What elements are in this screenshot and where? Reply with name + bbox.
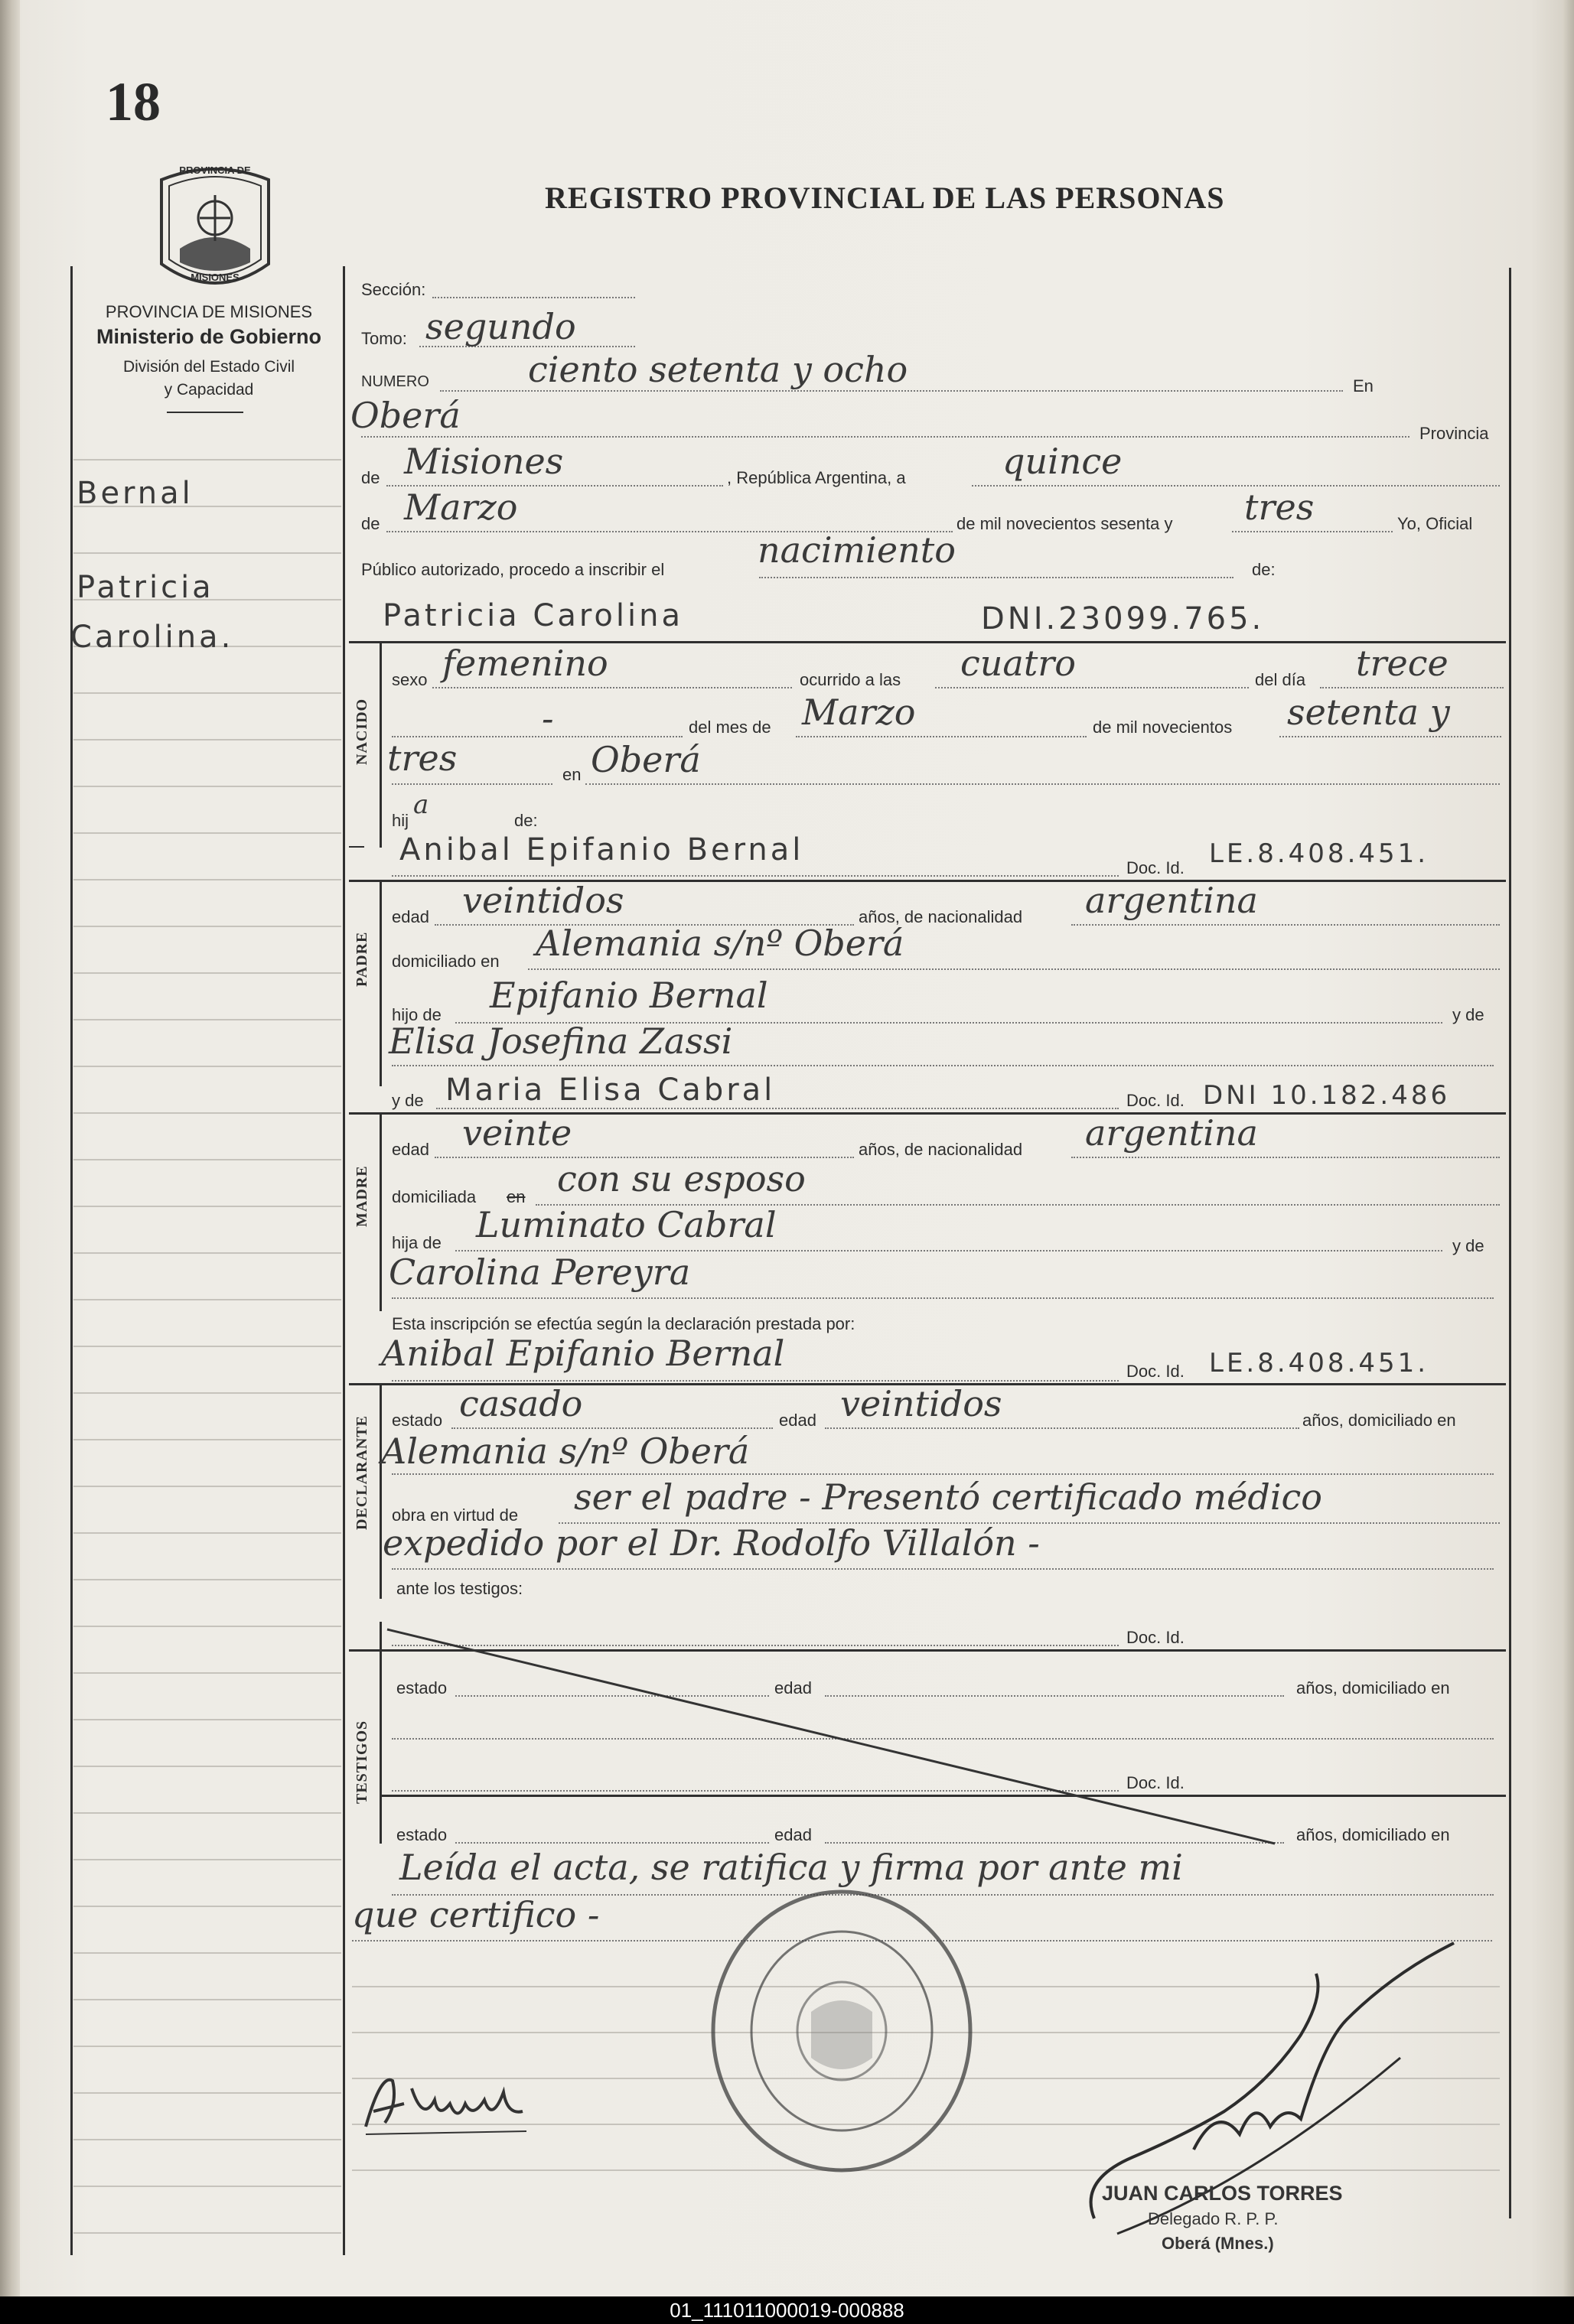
decl-obra2-line [392, 1568, 1494, 1570]
ante-label: ante los testigos: [396, 1579, 523, 1598]
section-testigos: TESTIGOS [354, 1720, 370, 1804]
section-madre: MADRE [354, 1165, 370, 1227]
madre-nac-line [1071, 1157, 1500, 1158]
decl-obra-label: obra en virtud de [392, 1505, 519, 1525]
padre-edad-value: veintidos [462, 880, 624, 921]
mes-value: Marzo [404, 487, 518, 528]
en-label-2: en [562, 765, 582, 784]
yo-oficial-label: Yo, Oficial [1397, 514, 1473, 533]
lugar-line [361, 436, 1409, 438]
margin-rule-line [73, 2046, 341, 2047]
decl-inner-rule [380, 1383, 382, 1599]
agency-division: División del Estado Civil [122, 358, 295, 376]
hijo-tick [349, 846, 364, 848]
decl-doc-value: LE.8.408.451. [1209, 1348, 1429, 1378]
margin-rule-line [73, 926, 341, 927]
margin-rule-line [73, 1952, 341, 1954]
mes-nac-value: Marzo [802, 692, 916, 733]
cancel-diagonal [380, 1622, 1282, 1851]
section-padre: PADRE [354, 931, 370, 987]
margin-rule-line [73, 1346, 341, 1347]
madre-dom-value: con su esposo [557, 1158, 806, 1199]
seccion-line [432, 297, 635, 298]
lugar-nac-value: Oberá [591, 739, 701, 780]
margin-given-1: Patricia [77, 570, 214, 605]
testigo1-estado-label: estado [396, 1678, 448, 1697]
testigo2-doc-label: Doc. Id. [1126, 1773, 1185, 1792]
decl-estado-line [451, 1427, 773, 1429]
margin-given-2: Carolina. [70, 620, 234, 655]
margin-rule-line [73, 739, 341, 740]
emblem-text-bottom: MISIONES [191, 272, 240, 283]
madre-edad-label: edad [392, 1140, 429, 1159]
page-edge [1563, 0, 1574, 2296]
margin-rule-line [73, 2139, 341, 2140]
testigo1-edad-label: edad [774, 1678, 812, 1697]
padre-doc-value: LE.8.408.451. [1209, 838, 1429, 869]
dash-value: - [542, 698, 554, 739]
margin-rule-line [73, 1859, 341, 1860]
anio-nac-line [1279, 736, 1501, 737]
de-colon-label: de: [1252, 560, 1276, 579]
decl-nombre: Anibal Epifanio Bernal [381, 1333, 785, 1374]
center-rule [343, 266, 345, 2255]
decl-edad-line [825, 1427, 1299, 1429]
provincia-value: Misiones [404, 441, 564, 482]
de-label-2: de [361, 514, 380, 533]
padre-hijo-de-label: hijo de [392, 1005, 442, 1024]
margin-rule-line [73, 1672, 341, 1674]
decl-estado-label: estado [392, 1411, 443, 1430]
margin-rule-line [73, 879, 341, 880]
official-stamp [704, 1882, 979, 2180]
sexo-line [432, 687, 792, 688]
padre-y-de-label: y de [1452, 1005, 1484, 1024]
margin-rule-line [73, 1439, 341, 1440]
padre-nombre: Anibal Epifanio Bernal [399, 832, 804, 867]
testigo2-edad-label: edad [774, 1825, 812, 1844]
book-binding [0, 0, 20, 2296]
margin-rule-line [73, 1999, 341, 2000]
mes-nac-line [796, 736, 1087, 737]
tomo-label: Tomo: [361, 329, 407, 348]
anio-value: tres [1244, 487, 1315, 528]
margin-rule-line [73, 1719, 341, 1720]
padre-inner-rule [380, 880, 382, 1086]
decl-doc-label: Doc. Id. [1126, 1362, 1185, 1381]
republica-label: , República Argentina, a [727, 468, 906, 487]
margin-rule-line [73, 786, 341, 787]
dia-nac-line [1320, 687, 1504, 688]
decl-anos-dom-label: años, domiciliado en [1302, 1411, 1456, 1430]
dni-value: DNI.23099.765. [981, 601, 1265, 636]
nombre-value: Patricia Carolina [383, 598, 683, 633]
tomo-value: segundo [425, 306, 576, 347]
padre-nombre-line [392, 875, 1119, 877]
register-title: REGISTRO PROVINCIAL DE LAS PERSONAS [545, 181, 1225, 215]
madre-hija-de-value: Luminato Cabral [476, 1204, 777, 1245]
dia-line [972, 485, 1500, 487]
padre-hijo-de2-line [392, 1065, 1494, 1066]
margin-rule-line [73, 2092, 341, 2094]
lugar-nac-line [585, 783, 1500, 785]
nacido-inner-rule [380, 641, 382, 848]
image-id-footer: 01_111011000019-000888 [0, 2296, 1574, 2324]
acto-value: nacimiento [758, 529, 956, 571]
madre-doc-value: DNI 10.182.486 [1203, 1080, 1451, 1111]
madre-nac-value: argentina [1085, 1112, 1258, 1154]
margin-rule-line [73, 1252, 341, 1254]
madre-nombre-line [436, 1108, 1119, 1109]
margin-rule-line [73, 1206, 341, 1207]
margin-rule-line [73, 1812, 341, 1814]
madre-y-de-label: y de [392, 1091, 424, 1110]
madre-inner-rule [380, 1112, 382, 1311]
decl-edad-value: veintidos [840, 1383, 1002, 1424]
padre-dom-label: domiciliado en [392, 952, 500, 971]
margin-surname: Bernal [77, 476, 194, 511]
margin-rule-line [73, 1299, 341, 1300]
padre-nac-value: argentina [1085, 880, 1258, 921]
decl-edad-label: edad [779, 1411, 816, 1430]
padre-dom-line [528, 968, 1500, 970]
margin-rule-line [73, 1392, 341, 1394]
testigo2-estado-label: estado [396, 1825, 448, 1844]
hora-line [935, 687, 1249, 688]
cierre-value: Leída el acta, se ratifica y firma por ante mi [399, 1847, 1183, 1888]
margin-rule-line [73, 972, 341, 974]
right-rule [1509, 268, 1511, 2218]
decl-obra-value: ser el padre - Presentó certificado médico [574, 1476, 1322, 1518]
numero-value: ciento setenta y ocho [528, 349, 908, 390]
hijo-label: hij [392, 811, 409, 830]
dia-nac-value: trece [1356, 643, 1449, 684]
agency-capacity: y Capacidad [164, 381, 254, 399]
margin-rule-line [73, 2232, 341, 2234]
del-dia-label: del día [1255, 670, 1306, 689]
agency-underline [167, 412, 243, 413]
margin-rule-line [73, 1532, 341, 1534]
testigo1-doc-label: Doc. Id. [1126, 1628, 1185, 1647]
decl-estado-value: casado [459, 1383, 583, 1424]
left-margin-rule [70, 266, 73, 2255]
dia-value: quince [1002, 441, 1123, 482]
padre-edad-label: edad [392, 907, 429, 926]
sexo-value: femenino [442, 643, 608, 684]
madre-nombre: Maria Elisa Cabral [445, 1072, 776, 1108]
padre-anos-nac-label: años, de nacionalidad [859, 907, 1023, 926]
numero-line [440, 390, 1343, 392]
padre-hijo-de2-value: Elisa Josefina Zassi [389, 1020, 733, 1062]
decl-obra2-value: expedido por el Dr. Rodolfo Villalón - [383, 1522, 1040, 1564]
testigo2-anos-dom-label: años, domiciliado en [1296, 1825, 1450, 1844]
padre-doc-label: Doc. Id. [1126, 858, 1185, 877]
margin-rule-line [73, 1159, 341, 1160]
hora-value: cuatro [960, 643, 1076, 684]
madre-y-de-label-2: y de [1452, 1236, 1484, 1255]
margin-rule-line [73, 1906, 341, 1907]
hijo-suffix: a [413, 789, 429, 820]
margin-rule-line [73, 692, 341, 694]
agency-province: PROVINCIA DE MISIONES [105, 302, 313, 321]
seccion-label: Sección: [361, 280, 426, 299]
agency-ministry: Ministerio de Gobierno [96, 325, 322, 348]
ocurrido-label: ocurrido a las [800, 670, 901, 689]
publico-label: Público autorizado, procedo a inscribir el [361, 560, 665, 579]
de-label-1: de [361, 468, 380, 487]
provincia-label: Provincia [1419, 424, 1489, 443]
padre-dom-value: Alemania s/nº Oberá [536, 923, 904, 964]
numero-label: NUMERO [361, 373, 429, 390]
margin-rule-line [73, 1066, 341, 1067]
margin-rule-line [73, 459, 341, 461]
de-mil-label: de mil novecientos sesenta y [956, 514, 1173, 533]
decl-nombre-line [392, 1380, 1119, 1382]
anio-nac-value: setenta y [1287, 692, 1450, 733]
padre-nac-line [1071, 924, 1500, 926]
madre-anos-nac-label: años, de nacionalidad [859, 1140, 1023, 1159]
en-label: En [1353, 376, 1374, 395]
decl-dom-value: Alemania s/nº Oberá [381, 1431, 750, 1472]
margin-rule-line [73, 552, 341, 554]
official-name: JUAN CARLOS TORRES [1102, 2182, 1343, 2205]
declarant-signature-text [459, 2134, 494, 2145]
margin-rule-line [73, 1579, 341, 1580]
sexo-label: sexo [392, 670, 428, 689]
emblem-text-top: PROVINCIA DE [179, 164, 251, 176]
margin-rule-line [73, 832, 341, 834]
decl-dom-line [392, 1473, 1494, 1475]
official-place: Oberá (Mnes.) [1162, 2234, 1274, 2253]
de-mil2-label: de mil novecientos [1093, 718, 1233, 737]
madre-dom-struck: en [507, 1187, 526, 1206]
madre-doc-label: Doc. Id. [1126, 1091, 1185, 1110]
madre-hija-de2-value: Carolina Pereyra [389, 1252, 691, 1293]
margin-rule-line [73, 1112, 341, 1114]
del-mes-label: del mes de [689, 718, 771, 737]
madre-hija-de2-line [392, 1297, 1494, 1299]
madre-dom-label: domiciliada [392, 1187, 477, 1206]
declarant-signature [350, 2058, 549, 2150]
margin-rule-line [73, 1486, 341, 1487]
margin-rule-line [73, 2186, 341, 2187]
padre-hijo-de-value: Epifanio Bernal [490, 975, 768, 1016]
margin-rule-line [73, 1019, 341, 1020]
cierre2-value: que certifico - [352, 1894, 600, 1935]
madre-edad-value: veinte [462, 1112, 572, 1154]
margin-rule-line [73, 1766, 341, 1767]
inscripcion-label: Esta inscripción se efectúa según la declaración prestada por: [392, 1314, 855, 1333]
margin-rule-line [73, 1626, 341, 1627]
page-number: 18 [106, 71, 161, 132]
anio-line [1232, 531, 1393, 532]
anio-nac-line-2 [392, 783, 552, 785]
de2-label: de: [514, 811, 538, 830]
lugar-value: Oberá [350, 395, 461, 436]
anio-nac-value-2: tres [387, 737, 458, 779]
acto-line [759, 577, 1233, 578]
madre-hija-de-label: hija de [392, 1233, 442, 1252]
section-nacido: NACIDO [354, 698, 370, 765]
section-declarante: DECLARANTE [354, 1414, 370, 1530]
testigo1-anos-dom-label: años, domiciliado en [1296, 1678, 1450, 1697]
official-title: Delegado R. P. P. [1148, 2209, 1279, 2228]
